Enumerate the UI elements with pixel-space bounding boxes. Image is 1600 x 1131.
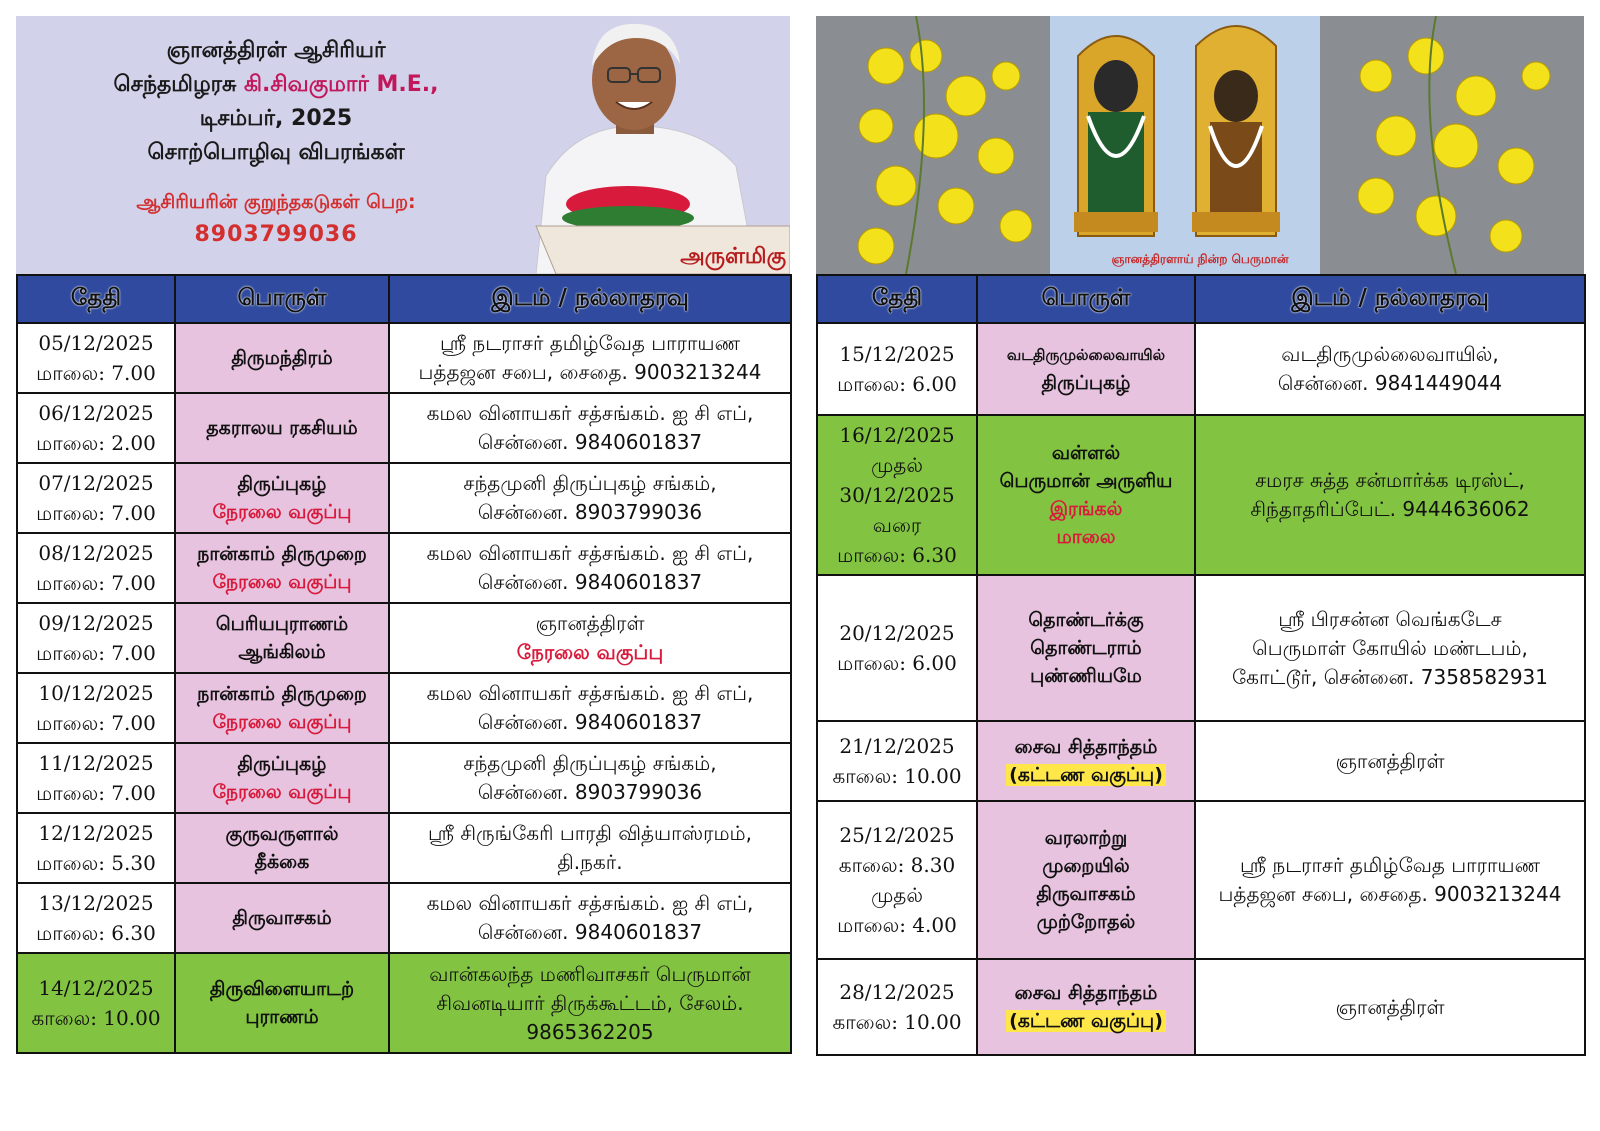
- topic-cell: வள்ளல் பெருமான் அருளிய இரங்கல் மாலை: [977, 415, 1195, 575]
- speaker-photo: [516, 16, 790, 274]
- contact-phone: 8903799036: [194, 222, 358, 247]
- table-row: [17, 883, 791, 953]
- place-cell: ஸ்ரீ நடராசர் தமிழ்வேத பாராயண பத்தஜன சபை, சைதை. 9003213244: [389, 323, 791, 393]
- date-cell: 20/12/2025 மாலை: 6.00: [817, 575, 977, 721]
- table-row: [17, 673, 791, 743]
- date-cell: 09/12/2025 மாலை: 7.00: [17, 603, 175, 673]
- date-cell: 08/12/2025 மாலை: 7.00: [17, 533, 175, 603]
- table-row-highlight: [817, 415, 1585, 575]
- date-cell: 10/12/2025 மாலை: 7.00: [17, 673, 175, 743]
- podium-caption: அருள்மிகு: [680, 244, 786, 269]
- table-row: [817, 959, 1585, 1055]
- place-cell: ஸ்ரீ பிரசன்ன வெங்கடேச பெருமாள் கோயில் மண்டபம், கோட்டூர், சென்னை. 7358582931: [1195, 575, 1585, 721]
- topic-cell: குருவருளால் தீக்கை: [175, 813, 389, 883]
- fee-class-tag: (கட்டண வகுப்பு): [1006, 1010, 1166, 1032]
- header-place: இடம் / நல்லாதரவு: [389, 275, 791, 323]
- date-cell: 05/12/2025 மாலை: 7.00: [17, 323, 175, 393]
- table-row: [817, 721, 1585, 801]
- topic-cell: தகராலய ரகசியம்: [175, 393, 389, 463]
- table-header-row: [817, 275, 1585, 323]
- date-cell: 21/12/2025 காலை: 10.00: [817, 721, 977, 801]
- table-row: [17, 533, 791, 603]
- date-cell: 16/12/2025 முதல் 30/12/2025 வரை மாலை: 6.30: [817, 415, 977, 575]
- topic-cell: பெரியபுராணம் ஆங்கிலம்: [175, 603, 389, 673]
- date-cell: 12/12/2025 மாலை: 5.30: [17, 813, 175, 883]
- header-place: இடம் / நல்லாதரவு: [1195, 275, 1585, 323]
- place-cell: வான்கலந்த மணிவாசகர் பெருமான் சிவனடியார் திருக்கூட்டம், சேலம். 9865362205: [389, 953, 791, 1053]
- topic-cell: சைவ சித்தாந்தம் (கட்டண வகுப்பு): [977, 959, 1195, 1055]
- topic-cell: நான்காம் திருமுறை நேரலை வகுப்பு: [175, 533, 389, 603]
- place-cell: கமல வினாயகர் சத்சங்கம். ஐ சி எப், சென்னை. 9840601837: [389, 533, 791, 603]
- table-row: [17, 393, 791, 463]
- header-date: தேதி: [17, 275, 175, 323]
- table-row: [817, 801, 1585, 959]
- fee-class-tag: (கட்டண வகுப்பு): [1006, 764, 1166, 786]
- place-cell: ஞானத்திரள்: [1195, 721, 1585, 801]
- deity-image: [816, 16, 1584, 274]
- place-cell: கமல வினாயகர் சத்சங்கம். ஐ சி எப், சென்னை. 9840601837: [389, 673, 791, 743]
- place-cell: ஞானத்திரள் நேரலை வகுப்பு: [389, 603, 791, 673]
- deity-caption: ஞானத்திரளாய் நின்ற பெருமான்: [1111, 252, 1289, 266]
- table-header-row: [17, 275, 791, 323]
- topic-cell: திருவாசகம்: [175, 883, 389, 953]
- date-cell: 25/12/2025 காலை: 8.30 முதல் மாலை: 4.00: [817, 801, 977, 959]
- topic-cell: திருப்புகழ் நேரலை வகுப்பு: [175, 743, 389, 813]
- deity-banner: [816, 16, 1584, 274]
- place-cell: கமல வினாயகர் சத்சங்கம். ஐ சி எப், சென்னை. 9840601837: [389, 883, 791, 953]
- speaker-banner: [16, 16, 790, 274]
- header-topic: பொருள்: [175, 275, 389, 323]
- banner-subtitle: சொற்பொழிவு விபரங்கள்: [147, 140, 405, 165]
- topic-cell: சைவ சித்தாந்தம் (கட்டண வகுப்பு): [977, 721, 1195, 801]
- date-cell: 13/12/2025 மாலை: 6.30: [17, 883, 175, 953]
- header-date: தேதி: [817, 275, 977, 323]
- place-cell: வடதிருமுல்லைவாயில், சென்னை. 9841449044: [1195, 323, 1585, 415]
- table-row: [17, 813, 791, 883]
- table-row: [817, 575, 1585, 721]
- schedule-table-right: [816, 274, 1586, 1056]
- place-cell: சந்தமுனி திருப்புகழ் சங்கம், சென்னை. 8903799036: [389, 463, 791, 533]
- date-cell: 06/12/2025 மாலை: 2.00: [17, 393, 175, 463]
- date-cell: 11/12/2025 மாலை: 7.00: [17, 743, 175, 813]
- table-row: [17, 743, 791, 813]
- contact-label: ஆசிரியரின் குறுந்தகடுகள் பெற:: [136, 191, 416, 213]
- place-cell: ஞானத்திரள்: [1195, 959, 1585, 1055]
- date-cell: 15/12/2025 மாலை: 6.00: [817, 323, 977, 415]
- place-cell: ஸ்ரீ சிருங்கேரி பாரதி வித்யாஸ்ரமம், தி.நகர்.: [389, 813, 791, 883]
- table-row: [817, 323, 1585, 415]
- topic-cell: தொண்டர்க்கு தொண்டராம் புண்ணியமே: [977, 575, 1195, 721]
- banner-speaker-name: செந்தமிழரசு கி.சிவகுமார் M.E.,: [113, 72, 439, 97]
- date-cell: 14/12/2025 காலை: 10.00: [17, 953, 175, 1053]
- banner-title-line1: ஞானத்திரள் ஆசிரியர்: [166, 38, 386, 63]
- place-cell: ஸ்ரீ நடராசர் தமிழ்வேத பாராயண பத்தஜன சபை, சைதை. 9003213244: [1195, 801, 1585, 959]
- topic-cell: நான்காம் திருமுறை நேரலை வகுப்பு: [175, 673, 389, 743]
- table-row: [17, 463, 791, 533]
- date-cell: 07/12/2025 மாலை: 7.00: [17, 463, 175, 533]
- table-row: [17, 323, 791, 393]
- table-row: [17, 603, 791, 673]
- header-topic: பொருள்: [977, 275, 1195, 323]
- place-cell: சந்தமுனி திருப்புகழ் சங்கம், சென்னை. 8903799036: [389, 743, 791, 813]
- banner-text: [16, 34, 536, 252]
- banner-month: டிசம்பர், 2025: [199, 106, 353, 131]
- table-row-highlight: [17, 953, 791, 1053]
- topic-cell: திருமந்திரம்: [175, 323, 389, 393]
- topic-cell: வரலாற்று முறையில் திருவாசகம் முற்றோதல்: [977, 801, 1195, 959]
- topic-cell: திருப்புகழ் நேரலை வகுப்பு: [175, 463, 389, 533]
- place-cell: கமல வினாயகர் சத்சங்கம். ஐ சி எப், சென்னை. 9840601837: [389, 393, 791, 463]
- topic-cell: வடதிருமுல்லைவாயில் திருப்புகழ்: [977, 323, 1195, 415]
- topic-cell: திருவிளையாடற் புராணம்: [175, 953, 389, 1053]
- date-cell: 28/12/2025 காலை: 10.00: [817, 959, 977, 1055]
- place-cell: சமரச சுத்த சன்மார்க்க டிரஸ்ட், சிந்தாதரிப்பேட். 9444636062: [1195, 415, 1585, 575]
- schedule-table-left: [16, 274, 792, 1054]
